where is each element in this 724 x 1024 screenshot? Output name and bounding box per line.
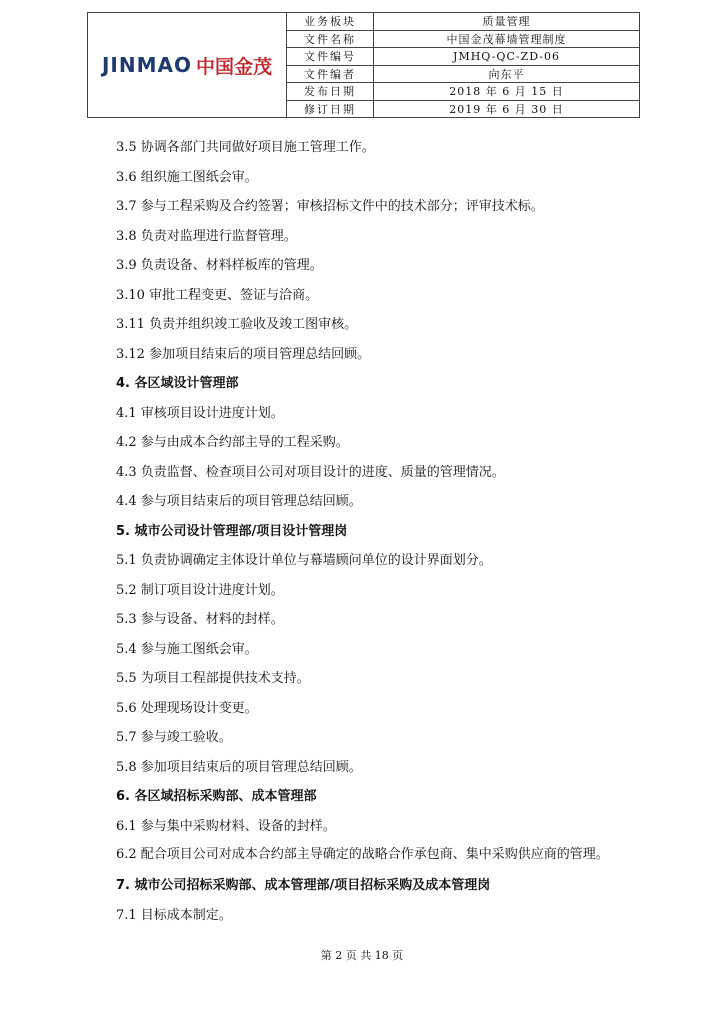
paragraph-line: 5.1 负责协调确定主体设计单位与幕墙顾问单位的设计界面划分。 — [116, 553, 492, 568]
header-value: 中国金茂幕墙管理制度 — [374, 30, 640, 48]
page-number-footer: 第 2 页 共 18 页 — [320, 949, 404, 962]
company-logo — [102, 52, 272, 79]
paragraph-line: 3.5 协调各部门共同做好项目施工管理工作。 — [116, 140, 375, 155]
paragraph-line: 6.1 参与集中采购材料、设备的封样。 — [116, 818, 336, 834]
header-value: 质量管理 — [374, 13, 640, 31]
section-heading: 4. 各区域设计管理部 — [116, 376, 239, 391]
logo-english: JINMAO — [101, 53, 192, 77]
section-heading: 5. 城市公司设计管理部/项目设计管理岗 — [116, 523, 348, 539]
paragraph-line: 7.1 目标成本制定。 — [116, 907, 232, 923]
header-label: 文件名称 — [287, 30, 374, 48]
paragraph-line: 3.8 负责对监理进行监督管理。 — [116, 228, 297, 244]
paragraph-line: 5.6 处理现场设计变更。 — [116, 700, 258, 716]
paragraph-line: 3.9 负责设备、材料样板库的管理。 — [116, 258, 323, 273]
header-label: 文件编号 — [287, 48, 374, 66]
paragraph-line: 3.12 参加项目结束后的项目管理总结回顾。 — [116, 346, 371, 362]
paragraph-line: 3.7 参与工程采购及合约签署；审核招标文件中的技术部分；评审技术标。 — [116, 199, 544, 214]
paragraph-line: 5.3 参与设备、材料的封样。 — [116, 612, 284, 627]
header-label: 业务板块 — [287, 13, 374, 31]
header-label: 文件编者 — [287, 65, 374, 83]
header-row — [88, 13, 640, 31]
header-value: 2019 年 6 月 30 日 — [374, 100, 640, 118]
paragraph-line: 4.1 审核项目设计进度计划。 — [116, 405, 284, 421]
header-value: 向东平 — [374, 65, 640, 83]
header-label: 发布日期 — [287, 83, 374, 101]
document-body — [88, 133, 643, 930]
paragraph-line: 5.5 为项目工程部提供技术支持。 — [116, 671, 310, 686]
paragraph-line: 3.10 审批工程变更、签证与洽商。 — [116, 287, 319, 303]
paragraph-line: 5.4 参与施工图纸会审。 — [116, 641, 258, 657]
paragraph-line: 4.2 参与由成本合约部主导的工程采购。 — [116, 435, 349, 450]
header-label: 修订日期 — [287, 100, 374, 118]
paragraph-line: 3.6 组织施工图纸会审。 — [116, 169, 258, 185]
paragraph-line: 3.11 负责并组织竣工验收及竣工图审核。 — [116, 317, 358, 332]
header-value: 2018 年 6 月 15 日 — [374, 83, 640, 101]
logo-cell — [88, 13, 287, 118]
header-value: JMHQ-QC-ZD-06 — [374, 48, 640, 66]
logo-chinese: 中国金茂 — [196, 55, 273, 78]
paragraph-line: 4.3 负责监督、检查项目公司对项目设计的进度、质量的管理情况。 — [116, 464, 505, 480]
paragraph-line: 5.2 制订项目设计进度计划。 — [116, 582, 284, 598]
paragraph-line: 5.7 参与竣工验收。 — [116, 730, 232, 745]
paragraph-line: 6.2 配合项目公司对成本合约部主导确定的战略合作承包商、集中采购供应商的管理。 — [116, 847, 609, 862]
document-header-table — [87, 12, 640, 118]
section-heading: 7. 城市公司招标采购部、成本管理部/项目招标采购及成本管理岗 — [116, 878, 491, 893]
paragraph-line: 4.4 参与项目结束后的项目管理总结回顾。 — [116, 494, 362, 509]
paragraph-line: 5.8 参加项目结束后的项目管理总结回顾。 — [116, 759, 362, 775]
section-heading: 6. 各区域招标采购部、成本管理部 — [116, 789, 317, 804]
